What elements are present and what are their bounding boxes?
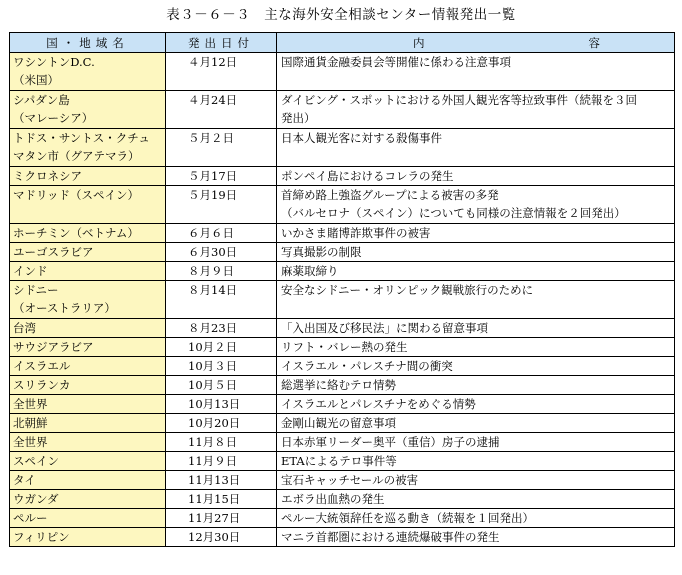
date-cell: ５月２日 bbox=[166, 129, 277, 167]
country-cell bbox=[10, 186, 166, 224]
date-cell: 11月13日 bbox=[166, 471, 277, 490]
country-cell bbox=[10, 395, 166, 414]
country-line: サウジアラビア bbox=[13, 340, 94, 354]
date-cell: 10月５日 bbox=[166, 376, 277, 395]
content-line: ダイビング・スポットにおける外国人観光客等拉致事件（続報を３回 bbox=[281, 93, 638, 107]
date-cell: ８月23日 bbox=[166, 319, 277, 338]
country-line: フィリピン bbox=[13, 530, 70, 544]
country-cell bbox=[10, 433, 166, 452]
country-line: マタン市（グアテマラ） bbox=[13, 149, 140, 163]
country-cell bbox=[10, 357, 166, 376]
content-cell bbox=[277, 167, 675, 186]
table-row bbox=[10, 281, 675, 319]
content-cell bbox=[277, 414, 675, 433]
date-cell: 11月９日 bbox=[166, 452, 277, 471]
table-row bbox=[10, 471, 675, 490]
content-cell bbox=[277, 53, 675, 91]
content-cell bbox=[277, 433, 675, 452]
table-row bbox=[10, 414, 675, 433]
content-cell bbox=[277, 395, 675, 414]
content-cell bbox=[277, 319, 675, 338]
table-row bbox=[10, 319, 675, 338]
country-cell bbox=[10, 91, 166, 129]
table-row bbox=[10, 490, 675, 509]
content-cell bbox=[277, 281, 675, 319]
date-cell: 10月２日 bbox=[166, 338, 277, 357]
date-cell: ８月９日 bbox=[166, 262, 277, 281]
country-line: シパダン島 bbox=[13, 93, 70, 107]
content-line: 日本赤軍リーダー奥平（重信）房子の逮捕 bbox=[281, 435, 500, 449]
content-line: 発出） bbox=[281, 111, 316, 125]
content-line: 宝石キャッチセールの被害 bbox=[281, 473, 419, 487]
table-row bbox=[10, 53, 675, 91]
content-line: 麻薬取締り bbox=[281, 264, 339, 278]
content-cell bbox=[277, 338, 675, 357]
country-line: 北朝鮮 bbox=[13, 416, 48, 430]
country-cell bbox=[10, 224, 166, 243]
table-row bbox=[10, 395, 675, 414]
content-line: 「入出国及び移民法」に関わる留意事項 bbox=[281, 321, 488, 335]
date-cell: 10月３日 bbox=[166, 357, 277, 376]
country-cell bbox=[10, 53, 166, 91]
table-row bbox=[10, 243, 675, 262]
country-line: トドス・サントス・クチュ bbox=[13, 131, 150, 145]
country-cell bbox=[10, 452, 166, 471]
table-row bbox=[10, 224, 675, 243]
table-row bbox=[10, 452, 675, 471]
country-line: （米国） bbox=[13, 73, 59, 87]
country-line: イスラエル bbox=[13, 359, 71, 373]
content-line: ETAによるテロ事件等 bbox=[281, 454, 397, 468]
date-cell: 12月30日 bbox=[166, 528, 277, 547]
content-line: イスラエル・パレスチナ間の衝突 bbox=[281, 359, 453, 373]
country-line: スペイン bbox=[13, 454, 59, 468]
table-row bbox=[10, 262, 675, 281]
content-cell bbox=[277, 528, 675, 547]
date-cell: 11月27日 bbox=[166, 509, 277, 528]
content-cell bbox=[277, 91, 675, 129]
country-line: ワシントンD.C. bbox=[13, 55, 95, 69]
content-line: （バルセロナ（スペイン）についても同様の注意情報を２回発出） bbox=[281, 206, 626, 220]
date-cell: ４月12日 bbox=[166, 53, 277, 91]
content-cell bbox=[277, 186, 675, 224]
header-country: 国・地域名 bbox=[10, 33, 166, 53]
country-line: （マレーシア） bbox=[13, 111, 94, 125]
date-cell: ４月24日 bbox=[166, 91, 277, 129]
country-line: ホーチミン（ベトナム） bbox=[13, 226, 139, 240]
date-cell: ８月14日 bbox=[166, 281, 277, 319]
content-line: いかさま賭博詐欺事件の被害 bbox=[281, 226, 431, 240]
content-cell bbox=[277, 509, 675, 528]
date-cell: 10月13日 bbox=[166, 395, 277, 414]
date-cell: ５月19日 bbox=[166, 186, 277, 224]
content-line: イスラエルとパレスチナをめぐる情勢 bbox=[281, 397, 476, 411]
country-cell bbox=[10, 471, 166, 490]
header-date: 発出日付 bbox=[166, 33, 277, 53]
date-cell: ６月６日 bbox=[166, 224, 277, 243]
advisory-table bbox=[9, 32, 675, 547]
content-cell bbox=[277, 376, 675, 395]
country-cell bbox=[10, 338, 166, 357]
content-cell bbox=[277, 129, 675, 167]
country-line: 全世界 bbox=[13, 397, 48, 411]
content-cell bbox=[277, 224, 675, 243]
country-line: ペルー bbox=[13, 511, 48, 525]
country-line: シドニー bbox=[13, 283, 59, 297]
country-line: ウガンダ bbox=[13, 492, 59, 506]
table-row bbox=[10, 167, 675, 186]
country-line: 台湾 bbox=[13, 321, 36, 335]
country-cell bbox=[10, 129, 166, 167]
country-cell bbox=[10, 490, 166, 509]
table-row bbox=[10, 186, 675, 224]
content-line: ポンペイ島におけるコレラの発生 bbox=[281, 169, 454, 183]
content-line: リフト・バレー熱の発生 bbox=[281, 340, 408, 354]
country-cell bbox=[10, 243, 166, 262]
country-line: 全世界 bbox=[13, 435, 48, 449]
content-cell bbox=[277, 262, 675, 281]
table-row bbox=[10, 528, 675, 547]
content-line: 首締め路上強盗グループによる被害の多発 bbox=[281, 188, 499, 202]
country-line: ユーゴスラビア bbox=[13, 245, 94, 259]
country-line: ミクロネシア bbox=[13, 169, 82, 183]
header-content-right: 容 bbox=[588, 35, 600, 50]
header-content bbox=[277, 33, 675, 53]
content-line: 総選挙に絡むテロ情勢 bbox=[281, 378, 396, 392]
country-line: インド bbox=[13, 264, 48, 278]
country-cell bbox=[10, 262, 166, 281]
country-line: スリランカ bbox=[13, 378, 71, 392]
table-row bbox=[10, 338, 675, 357]
date-cell: ６月30日 bbox=[166, 243, 277, 262]
content-line: 国際通貨金融委員会等開催に係わる注意事項 bbox=[281, 55, 511, 69]
date-cell: 11月８日 bbox=[166, 433, 277, 452]
country-cell bbox=[10, 281, 166, 319]
content-cell bbox=[277, 243, 675, 262]
content-cell bbox=[277, 471, 675, 490]
table-row bbox=[10, 357, 675, 376]
date-cell: 10月20日 bbox=[166, 414, 277, 433]
country-line: （オーストラリア） bbox=[13, 301, 116, 315]
table-row bbox=[10, 91, 675, 129]
content-line: 安全なシドニー・オリンピック観戦旅行のために bbox=[281, 283, 534, 297]
table-row bbox=[10, 509, 675, 528]
table-caption: 表３－６－３ 主な海外安全相談センター情報発出一覧 bbox=[166, 7, 516, 23]
country-line: タイ bbox=[13, 473, 36, 487]
country-cell bbox=[10, 376, 166, 395]
country-cell bbox=[10, 509, 166, 528]
table-row bbox=[10, 376, 675, 395]
table-row bbox=[10, 433, 675, 452]
content-line: ペルー大統領辞任を巡る動き（続報を１回発出） bbox=[281, 511, 534, 525]
country-cell bbox=[10, 528, 166, 547]
country-cell bbox=[10, 167, 166, 186]
date-cell: 11月15日 bbox=[166, 490, 277, 509]
table-body bbox=[10, 53, 675, 547]
date-cell: ５月17日 bbox=[166, 167, 277, 186]
content-line: 写真撮影の制限 bbox=[281, 245, 362, 259]
content-line: 日本人観光客に対する殺傷事件 bbox=[281, 131, 442, 145]
header-row bbox=[10, 33, 675, 53]
header-content-left: 内 bbox=[413, 35, 425, 50]
content-line: 金剛山観光の留意事項 bbox=[281, 416, 396, 430]
country-line: マドリッド（スペイン） bbox=[13, 188, 140, 202]
country-cell bbox=[10, 414, 166, 433]
content-line: マニラ首都圏における連続爆破事件の発生 bbox=[281, 530, 500, 544]
content-cell bbox=[277, 490, 675, 509]
content-cell bbox=[277, 357, 675, 376]
country-cell bbox=[10, 319, 166, 338]
table-row bbox=[10, 129, 675, 167]
content-line: エボラ出血熱の発生 bbox=[281, 492, 385, 506]
content-cell bbox=[277, 452, 675, 471]
